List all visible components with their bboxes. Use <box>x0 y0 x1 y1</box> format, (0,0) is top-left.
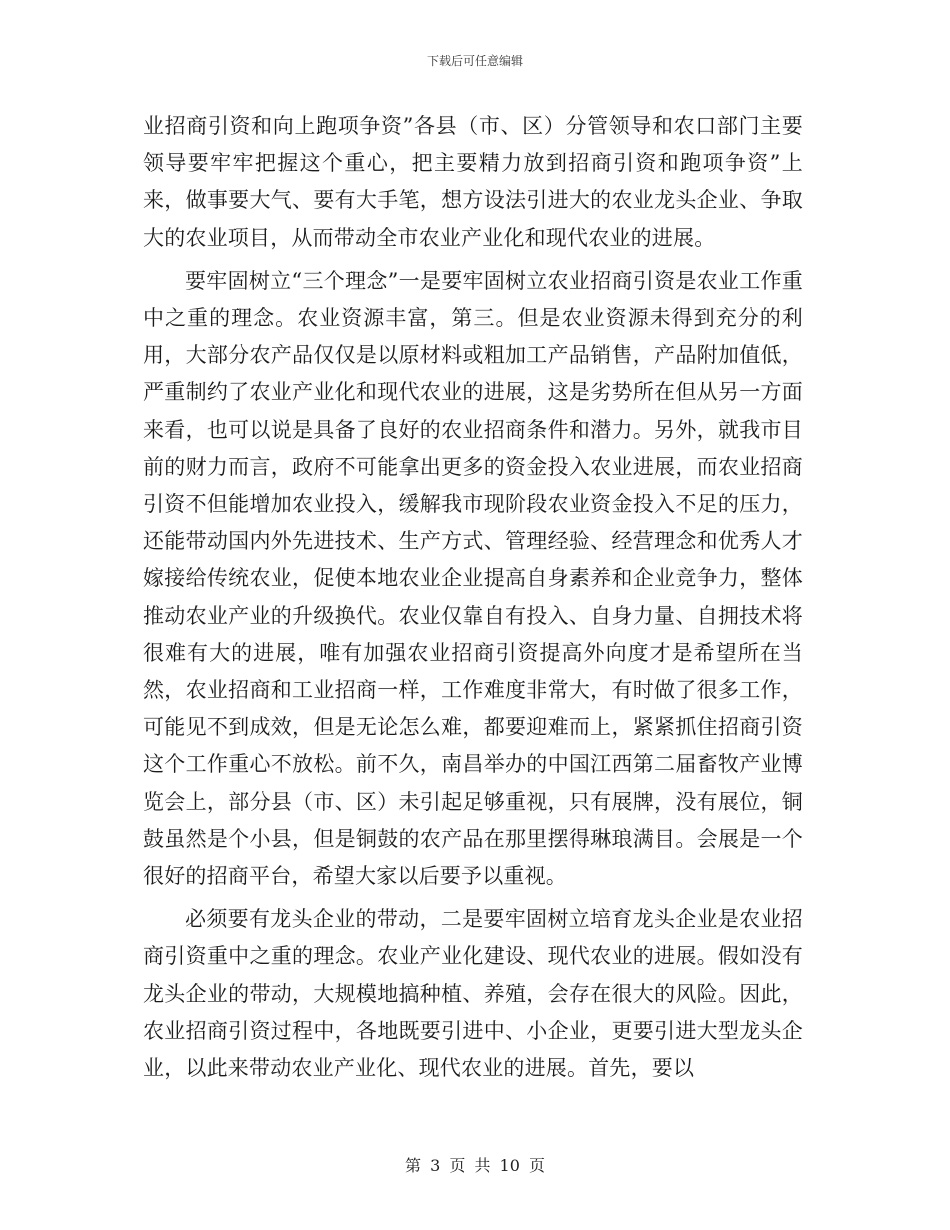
document-body <box>143 108 803 1087</box>
paragraph-2: 要牢固树立“三个理念”一是要牢固树立农业招商引资是农业工作重中之重的理念。农业资源丰富，第三。但是农业资源未得到充分的利用，大部分农产品仅仅是以原材料或粗加工产品销售，产品附加值低，严重制约了农业产业化和现代农业的进展，这是劣势所在但从另一方面来看，也可以说是具备了良好的农业招商条件和潜力。另外，就我市目前的财力而言，政府不可能拿出更多的资金投入农业进展，而农业招商引资不但能增加农业投入，缓解我市现阶段农业资金投入不足的压力，还能带动国内外先进技术、生产方式、管理经验、经营理念和优秀人才嫁接给传统农业，促使本地农业企业提高自身素养和企业竞争力，整体推动农业产业的升级换代。农业仅靠自有投入、自身力量、自拥技术将很难有大的进展，唯有加强农业招商引资提高外向度才是希望所在当然，农业招商和工业招商一样，工作难度非常大，有时做了很多工作，可能见不到成效，但是无论怎么难，都要迎难而上，紧紧抓住招商引资这个工作重心不放松。前不久，南昌举办的中国江西第二届畜牧产业博览会上，部分县（市、区）未引起足够重视，只有展牌，没有展位，铜鼓虽然是个小县，但是铜鼓的农产品在那里摆得琳琅满目。会展是一个很好的招商平台，希望大家以后要予以重视。 <box>143 268 803 889</box>
page-header-note: 下载后可任意编辑 <box>426 54 523 68</box>
paragraph-1: 业招商引资和向上跑项争资”各县（市、区）分管领导和农口部门主要领导要牢牢把握这个重心，把主要精力放到招商引资和跑项争资”上来，做事要大气、要有大手笔，想方设法引进大的农业龙头企业、争取大的农业项目，从而带动全市农业产业化和现代农业的进展。 <box>143 114 803 250</box>
page-number-footer: 第 3 页 共 10 页 <box>405 1156 545 1175</box>
paragraph-3: 必须要有龙头企业的带动，二是要牢固树立培育龙头企业是农业招商引资重中之重的理念。农业产业化建设、现代农业的进展。假如没有龙头企业的带动，大规模地搞种植、养殖，会存在很大的风险。因此，农业招商引资过程中，各地既要引进中、小企业，更要引进大型龙头企业，以此来带动农业产业化、现代农业的进展。首先，要以 <box>143 907 803 1081</box>
